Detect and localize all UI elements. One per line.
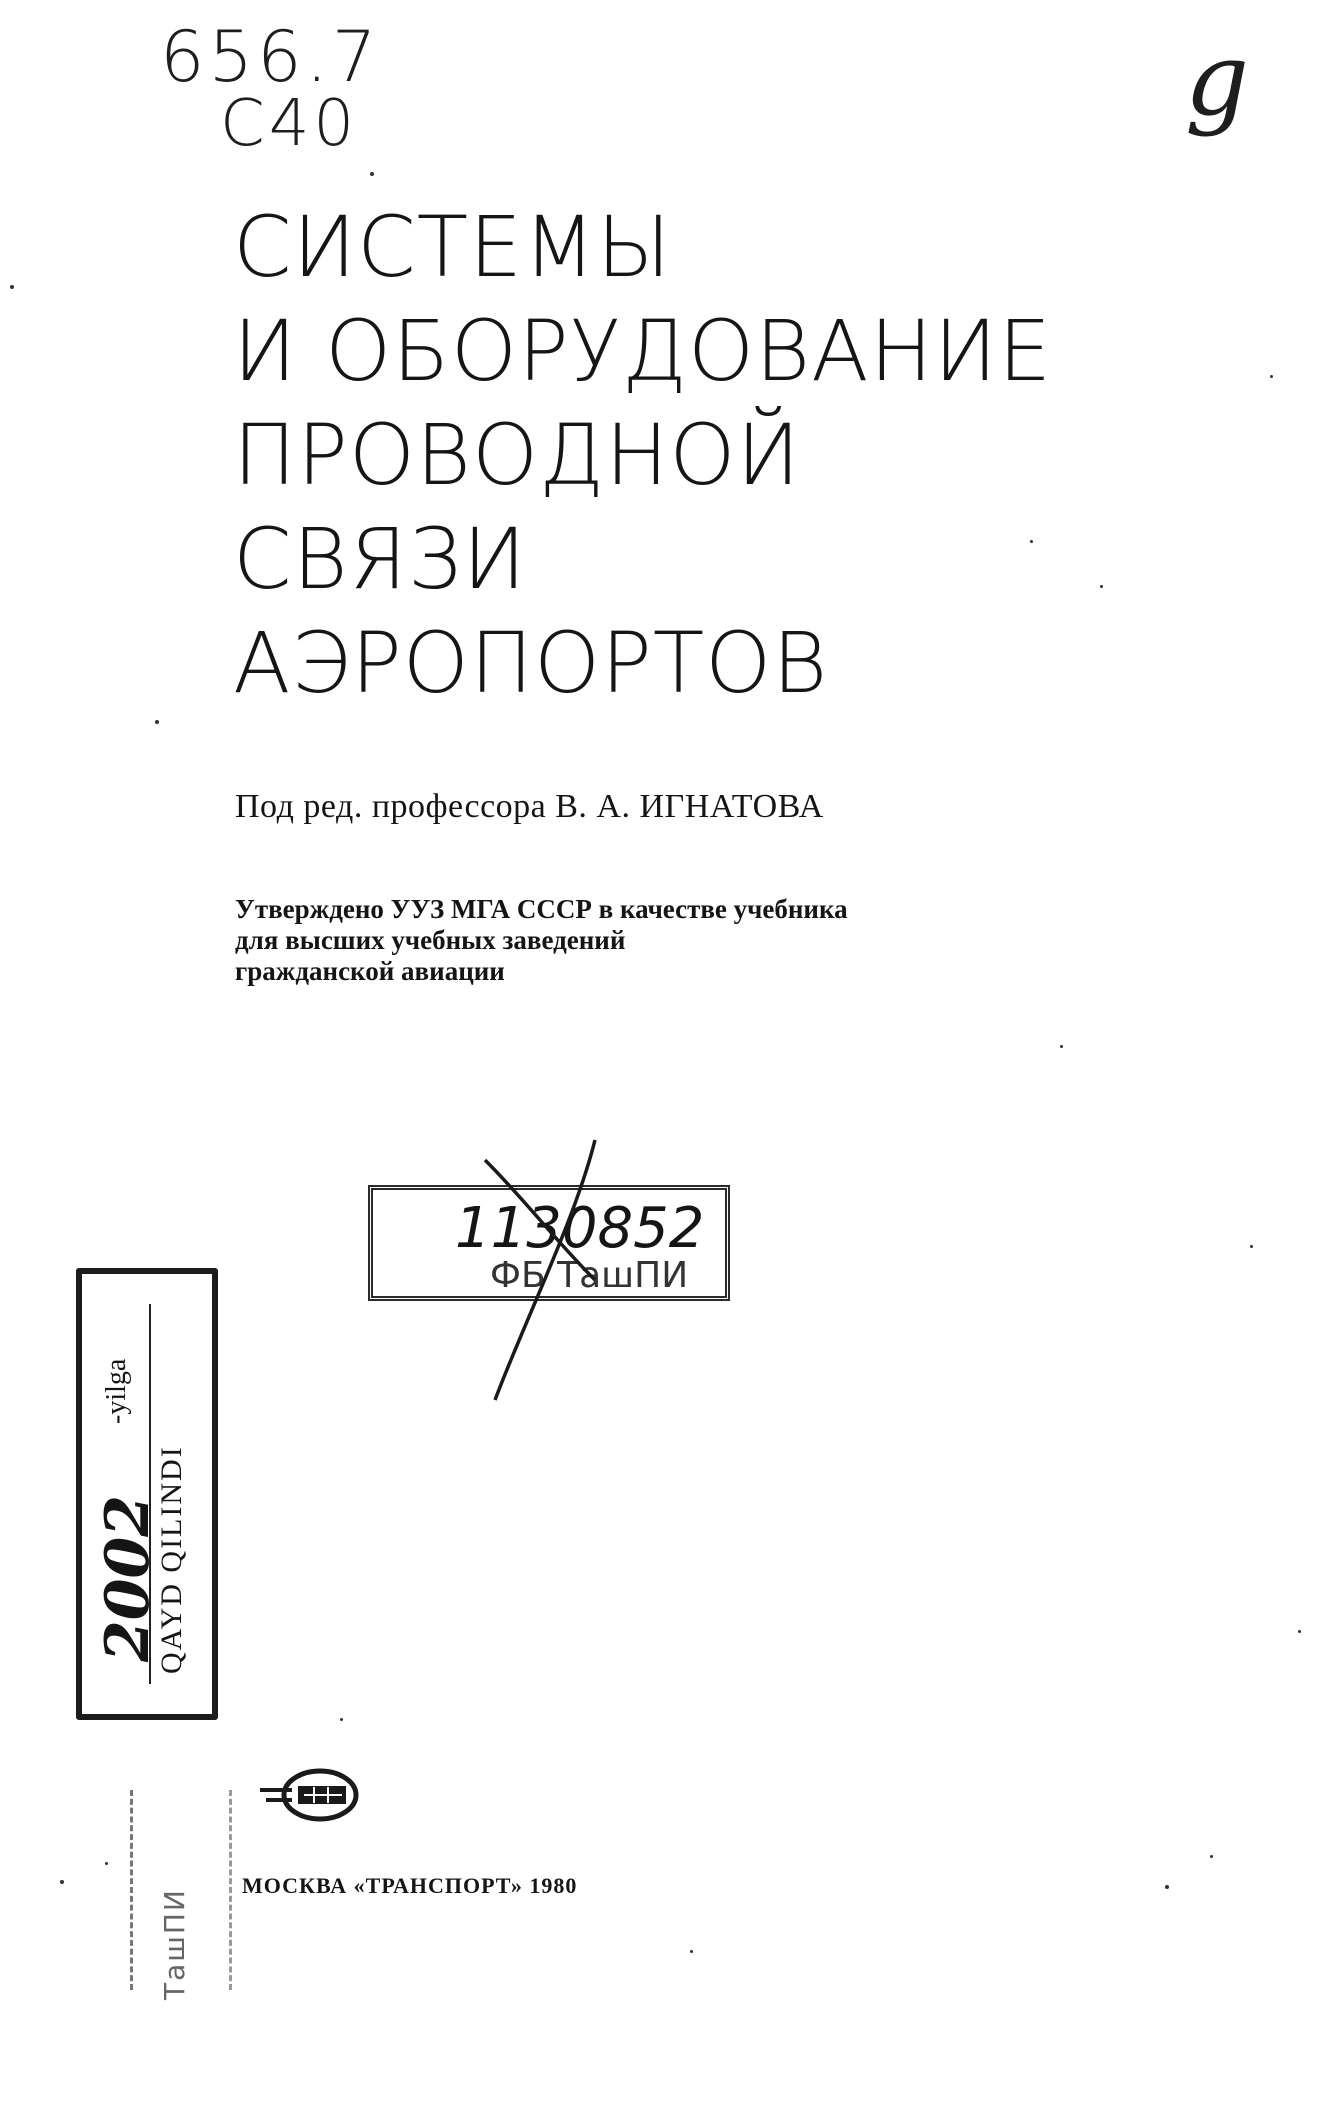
- title-line: И ОБОРУДОВАНИЕ: [233, 302, 1053, 400]
- scan-speck: [1250, 1245, 1253, 1248]
- scan-speck: [1060, 1045, 1063, 1048]
- scan-speck: [690, 1950, 693, 1953]
- approval-line: для высших учебных заведений: [235, 925, 626, 955]
- registration-stamp: [87, 1274, 207, 1714]
- approval-line: гражданской авиации: [235, 956, 505, 986]
- registration-suffix: -yilga: [101, 1358, 132, 1424]
- scan-speck: [60, 1880, 64, 1884]
- imprint: МОСКВА «ТРАНСПОРТ» 1980: [242, 1873, 578, 1898]
- scan-speck: [1165, 1885, 1169, 1889]
- book-title: [233, 195, 1133, 715]
- call-number-author: C40: [220, 87, 359, 161]
- registration-underline: [149, 1304, 151, 1684]
- faint-stamp-text: ТашПИ: [158, 1888, 191, 2000]
- title-line: АЭРОПОРТОВ: [233, 614, 829, 712]
- cancel-cross-mark: [455, 1120, 625, 1420]
- approval-line: Утверждено УУЗ МГА СССР в качестве учебника: [235, 894, 848, 924]
- registration-label: QAYD QILINDI: [155, 1445, 188, 1674]
- scan-speck: [1030, 540, 1033, 543]
- title-line: ПРОВОДНОЙ: [233, 406, 801, 504]
- scan-speck: [1100, 585, 1103, 588]
- title-line: СВЯЗИ: [233, 510, 527, 608]
- scan-speck: [1298, 1630, 1301, 1633]
- call-number-class: 656.7: [160, 16, 381, 98]
- inventory-library-name: ФБ ТашПИ: [490, 1255, 689, 1296]
- editor-credit: Под ред. профессора В. А. ИГНАТОВА: [235, 788, 824, 825]
- corner-handwritten-mark: g: [1185, 21, 1250, 138]
- scan-speck: [10, 285, 14, 289]
- registration-handwritten-year: 2002: [93, 1495, 163, 1662]
- scan-speck: [1210, 1855, 1213, 1858]
- inventory-number: 1130852: [455, 1196, 705, 1261]
- title-line: СИСТЕМЫ: [233, 198, 672, 296]
- scan-speck: [370, 172, 374, 176]
- scan-speck: [105, 1862, 108, 1865]
- publisher-logo-icon: [258, 1760, 368, 1830]
- scan-speck: [340, 1718, 343, 1721]
- scan-speck: [155, 720, 159, 724]
- approval-note: [235, 894, 848, 987]
- scan-speck: [1270, 375, 1273, 378]
